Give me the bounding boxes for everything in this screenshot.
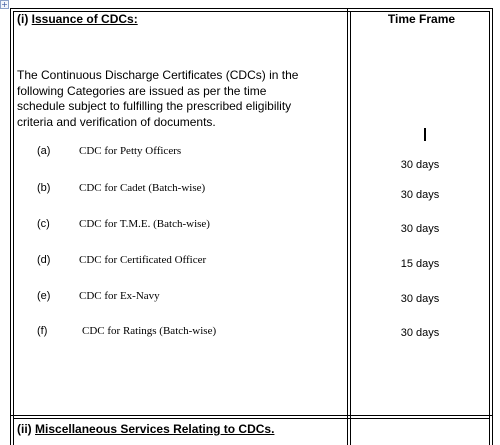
- item-letter: (d): [37, 254, 51, 266]
- item-label: CDC for Ratings (Batch-wise): [82, 325, 217, 337]
- table-move-handle-icon[interactable]: +: [1, 0, 8, 9]
- intro-line: schedule subject to fulfilling the prescribed eligibility: [17, 99, 292, 113]
- time-frame-value: 30 days: [400, 293, 440, 305]
- item-letter: (a): [37, 145, 51, 157]
- time-frame-value: 30 days: [400, 223, 440, 235]
- item-label: CDC for Ex-Navy: [79, 290, 160, 302]
- section-number: (ii): [17, 422, 32, 436]
- item-label: CDC for Certificated Officer: [79, 254, 207, 266]
- section-heading: [17, 12, 138, 26]
- item-label: CDC for Petty Officers: [79, 145, 182, 157]
- time-frame-header: Time Frame: [387, 12, 456, 26]
- intro-line: criteria and verification of documents.: [17, 114, 216, 129]
- item-letter: (f): [37, 325, 48, 337]
- time-frame-value: 15 days: [400, 258, 440, 270]
- item-label: CDC for Cadet (Batch-wise): [79, 182, 206, 194]
- intro-paragraph: [17, 68, 330, 130]
- section-title: Miscellaneous Services Relating to CDCs.: [35, 422, 275, 436]
- row-divider-outer: [10, 415, 493, 416]
- item-label: CDC for T.M.E. (Batch-wise): [79, 218, 210, 230]
- section-number: (i): [17, 12, 29, 26]
- item-letter: (b): [37, 182, 51, 194]
- item-letter: (e): [37, 290, 51, 302]
- text-cursor: [424, 128, 426, 141]
- intro-line: following Categories are issued as per the time: [17, 83, 267, 98]
- section-heading: [17, 422, 274, 436]
- intro-line: The Continuous Discharge Certificates (CDCs) in the: [17, 68, 299, 82]
- row-divider-inner: [13, 418, 490, 419]
- section-title: Issuance of CDCs:: [31, 12, 138, 26]
- time-frame-value: 30 days: [400, 189, 440, 201]
- time-frame-value: 30 days: [400, 327, 440, 339]
- time-frame-value: 30 days: [400, 159, 440, 171]
- item-letter: (c): [37, 218, 50, 230]
